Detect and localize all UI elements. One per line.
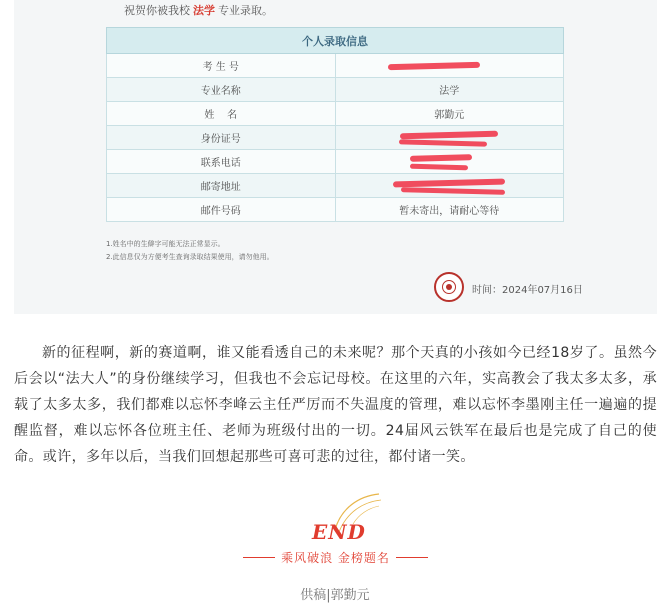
row-value [335,150,564,174]
row-label: 邮寄地址 [107,174,336,198]
row-label: 身份证号 [107,126,336,150]
row-value: 郭勤元 [335,102,564,126]
row-label: 邮件号码 [107,198,336,222]
row-label: 考 生 号 [107,54,336,78]
notice-prefix: 祝贺你被我校 [124,4,190,17]
note-line: 1.姓名中的生僻字可能无法正常显示。 [106,240,225,248]
redaction-mark [410,163,468,170]
redaction-mark [401,187,505,195]
notice-suffix: 专业录取。 [218,4,273,17]
row-value: 暂未寄出，请耐心等待 [335,198,564,222]
admission-notice [124,2,273,18]
admission-time: 时间：2024年07月16日 [472,285,583,296]
redaction-mark [399,139,487,146]
redaction-mark [388,61,480,69]
row-label: 联系电话 [107,150,336,174]
table-row [107,102,564,126]
table-row [107,174,564,198]
slogan [233,549,438,566]
redaction-mark [400,130,498,139]
divider [243,557,275,558]
divider [396,557,428,558]
row-label: 姓 名 [107,102,336,126]
table-row [107,126,564,150]
row-value: 法学 [335,78,564,102]
row-value [335,54,564,78]
university-seal-icon [434,272,464,302]
table-title: 个人录取信息 [107,28,564,54]
credit-line: 供稿|郭勤元 [300,588,370,603]
notes [106,238,274,264]
notice-major: 法学 [193,4,215,17]
note-line: 2.此信息仅为方便考生查询录取结果使用，请勿他用。 [106,253,274,261]
table-row [107,78,564,102]
end-text: END [312,520,366,544]
row-value [335,174,564,198]
table-row [107,54,564,78]
article-paragraph: 新的征程啊，新的赛道啊，谁又能看透自己的未来呢？那个天真的小孩如今已经18岁了。虽然今后会以“法大人”的身份继续学习，但我也不会忘记母校。在这里的六年，实高教会了我太多太多，承载了太多太多，我们都难以忘怀李峰云主任严厉而不失温度的管理，难以忘怀李墨刚主任一遍遍的提醒监督，难以忘怀各位班主任、老师为班级付出的一切。24届风云铁军在最后也是完成了自己的使命。或许，多年以后，当我们回想起那些可喜可悲的过往，都付诸一笑。 [14,345,657,465]
admission-screenshot [14,0,657,314]
redaction-mark [410,154,472,162]
slogan-text: 乘风破浪 金榜题名 [281,551,390,565]
redaction-mark [393,178,505,187]
table-row [107,198,564,222]
admission-info-table [106,27,564,222]
table-row [107,150,564,174]
row-label: 专业名称 [107,78,336,102]
row-value [335,126,564,150]
